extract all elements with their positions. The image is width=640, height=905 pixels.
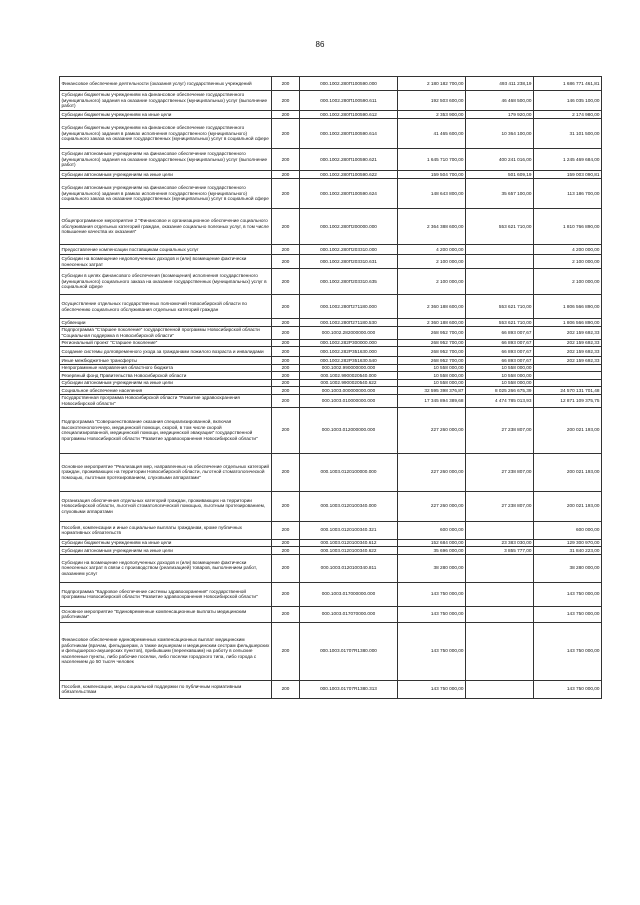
row-executed-cell: 553 621 710,00 (466, 295, 534, 319)
row-name-cell: Субсидии на возмещение недополученных доходов и (или) возмещение фактически понесенных затрат в связи с производством (реализацией) товаров, выполнением работ, оказанием услуг (60, 554, 272, 582)
row-executed-cell: 553 621 710,00 (466, 209, 534, 245)
row-remaining-cell: 129 300 970,00 (534, 539, 602, 547)
row-code-cell: 200 (272, 111, 300, 119)
row-kbk-cell: 000.1002.280П271180.530 (300, 319, 398, 327)
row-kbk-cell: 000.1003.017070000.000 (300, 606, 398, 622)
row-kbk-cell: 000.1003.0120100340.000 (300, 491, 398, 521)
row-approved-cell: 268 952 700,00 (398, 357, 466, 365)
table-row (60, 295, 602, 319)
row-code-cell: 200 (272, 372, 300, 380)
row-approved-cell: 143 750 000,00 (398, 622, 466, 680)
row-remaining-cell: 2 174 980,00 (534, 111, 602, 119)
row-approved-cell: 4 200 000,00 (398, 245, 466, 255)
row-code-cell: 200 (272, 295, 300, 319)
row-executed-cell: 179 920,00 (466, 111, 534, 119)
row-approved-cell: 17 345 894 389,68 (398, 394, 466, 407)
table-row (60, 119, 602, 149)
row-kbk-cell: 000.1002.280П100590.624 (300, 179, 398, 209)
row-remaining-cell: 200 021 193,00 (534, 407, 602, 453)
row-executed-cell: 46 468 500,00 (466, 91, 534, 111)
row-executed-cell: 10 558 000,00 (466, 379, 534, 387)
table-row (60, 491, 602, 521)
row-executed-cell: 66 893 007,67 (466, 357, 534, 365)
table-row (60, 387, 602, 395)
row-remaining-cell (534, 379, 602, 387)
row-executed-cell: 66 893 007,67 (466, 347, 534, 357)
row-name-cell: Субсидии бюджетным учреждениям на финансовое обеспечение государственного (муниципального) задания на оказание государственных (муниципальных) услуг (выполнение работ) (60, 91, 272, 111)
row-approved-cell: 227 260 000,00 (398, 453, 466, 491)
row-approved-cell: 10 558 000,00 (398, 372, 466, 380)
row-code-cell: 200 (272, 680, 300, 698)
row-executed-cell: 27 238 807,00 (466, 407, 534, 453)
row-remaining-cell: 31 101 500,00 (534, 119, 602, 149)
row-remaining-cell: 24 570 131 701,48 (534, 387, 602, 395)
row-name-cell: Финансовое обеспечение деятельности (оказания услуг) государственных учреждений (60, 77, 272, 91)
row-remaining-cell: 146 035 100,00 (534, 91, 602, 111)
row-code-cell: 200 (272, 255, 300, 269)
row-approved-cell: 268 952 700,00 (398, 347, 466, 357)
row-approved-cell: 148 643 800,00 (398, 179, 466, 209)
row-kbk-cell: 000.1002.280П200000.000 (300, 209, 398, 245)
row-executed-cell (466, 622, 534, 680)
table-row (60, 179, 602, 209)
table-row (60, 680, 602, 698)
row-executed-cell (466, 582, 534, 606)
row-approved-cell: 38 280 000,00 (398, 554, 466, 582)
row-approved-cell: 2 100 000,00 (398, 269, 466, 295)
row-kbk-cell: 000.1002.280П271180.000 (300, 295, 398, 319)
row-remaining-cell (534, 364, 602, 372)
row-remaining-cell: 38 280 000,00 (534, 554, 602, 582)
table-row (60, 379, 602, 387)
row-name-cell: Субсидии автономным учреждениям на иные цели (60, 171, 272, 179)
row-code-cell: 200 (272, 521, 300, 539)
row-approved-cell: 268 952 700,00 (398, 339, 466, 347)
row-approved-cell: 2 360 188 600,00 (398, 319, 466, 327)
row-name-cell: Подпрограмма "Кадровое обеспечение системы здравоохранения" государственной программы Новосибирской области "Развитие здравоохранения Новосибирской области" (60, 582, 272, 606)
row-kbk-cell: 000.1002.990000000.000 (300, 364, 398, 372)
row-executed-cell: 4 474 785 013,93 (466, 394, 534, 407)
row-remaining-cell: 1 245 469 684,00 (534, 149, 602, 171)
row-name-cell: Субсидии бюджетным учреждениям на иные цели (60, 539, 272, 547)
row-remaining-cell: 600 000,00 (534, 521, 602, 539)
row-name-cell: Социальное обеспечение населения (60, 387, 272, 395)
row-approved-cell: 227 260 000,00 (398, 491, 466, 521)
row-executed-cell: 501 609,19 (466, 171, 534, 179)
row-approved-cell: 227 260 000,00 (398, 407, 466, 453)
row-remaining-cell: 200 021 193,00 (534, 491, 602, 521)
row-executed-cell (466, 269, 534, 295)
row-remaining-cell: 143 750 000,00 (534, 622, 602, 680)
table-row (60, 453, 602, 491)
row-name-cell: Финансовое обеспечение единовременных компенсационных выплат медицинским работникам (врачам, фельдшерам, а также акушеркам и медицинским сестрам фельдшерских и фельдшерско-акушерских пунктов), прибывшим (переехавшим) на работу в сельские населенные пункты, либо рабочие поселки, либо поселки городского типа, либо города с населением до 50 тысяч человек (60, 622, 272, 680)
row-remaining-cell: 31 840 223,00 (534, 547, 602, 555)
table-row (60, 364, 602, 372)
table-row (60, 521, 602, 539)
row-code-cell: 200 (272, 547, 300, 555)
row-executed-cell: 27 238 807,00 (466, 453, 534, 491)
row-kbk-cell: 000.1002.280П100590.611 (300, 91, 398, 111)
row-name-cell: Общепрограммное мероприятие 2 "Финансовое и организационное обеспечение социального обслуживания отдельных категорий граждан, оказание социально полезных услуг, в том числе повышение качества их оказания" (60, 209, 272, 245)
row-remaining-cell: 12 871 109 375,75 (534, 394, 602, 407)
row-code-cell: 200 (272, 149, 300, 171)
row-name-cell: Подпрограмма "Старшее поколение" государственной программы Новосибирской области "Социальная поддержка в Новосибирской области" (60, 326, 272, 339)
row-approved-cell: 32 595 398 376,87 (398, 387, 466, 395)
table-row (60, 606, 602, 622)
row-code-cell: 200 (272, 622, 300, 680)
row-executed-cell (466, 606, 534, 622)
row-remaining-cell: 143 750 000,00 (534, 680, 602, 698)
row-name-cell: Организация обеспечения отдельных категорий граждан, проживающих на территории Новосибирской области, льготной стоматологической помощью, льготным протезированием, слуховыми аппаратами (60, 491, 272, 521)
row-code-cell: 200 (272, 326, 300, 339)
row-code-cell: 200 (272, 209, 300, 245)
row-kbk-cell: 000.1003.0120100340.811 (300, 554, 398, 582)
row-code-cell: 200 (272, 364, 300, 372)
row-approved-cell: 1 645 710 700,00 (398, 149, 466, 171)
row-code-cell: 200 (272, 339, 300, 347)
row-remaining-cell: 113 186 700,00 (534, 179, 602, 209)
row-name-cell: Субсидии автономным учреждениям на иные цели (60, 379, 272, 387)
row-name-cell: Субсидии в целях финансового обеспечения (возмещения) исполнения государственного (муниципального) социального заказа на оказание государственных (муниципальных) услуг в социальной сфере (60, 269, 272, 295)
row-code-cell: 200 (272, 387, 300, 395)
row-executed-cell: 10 558 000,00 (466, 372, 534, 380)
row-code-cell: 200 (272, 171, 300, 179)
row-kbk-cell: 000.1002.9900020540.000 (300, 372, 398, 380)
row-remaining-cell: 4 200 000,00 (534, 245, 602, 255)
table-row (60, 91, 602, 111)
row-name-cell: Субсидии бюджетным учреждениям на иные цели (60, 111, 272, 119)
row-remaining-cell: 2 100 000,00 (534, 255, 602, 269)
row-code-cell: 200 (272, 491, 300, 521)
row-executed-cell (466, 255, 534, 269)
row-name-cell: Основное мероприятие "Реализация мер, направленных на обеспечение отдельных категорий граждан, проживающих на территории Новосибирской области, льготной стоматологической помощью, льготным протезированием, слуховыми аппаратами" (60, 453, 272, 491)
row-kbk-cell: 000.1002.280П100590.621 (300, 149, 398, 171)
table-row (60, 554, 602, 582)
row-name-cell: Региональный проект "Старшее поколение" (60, 339, 272, 347)
row-approved-cell: 192 503 600,00 (398, 91, 466, 111)
row-kbk-cell: 000.1003.0120100340.622 (300, 547, 398, 555)
row-kbk-cell: 000.1003.017000000.000 (300, 582, 398, 606)
row-approved-cell: 2 364 388 600,00 (398, 209, 466, 245)
row-kbk-cell: 000.1002.280П100590.612 (300, 111, 398, 119)
row-code-cell: 200 (272, 453, 300, 491)
row-kbk-cell: 000.1003.01707R1380.313 (300, 680, 398, 698)
row-approved-cell: 10 558 000,00 (398, 379, 466, 387)
table-row (60, 582, 602, 606)
row-name-cell: Субвенции (60, 319, 272, 327)
row-name-cell: Субсидии автономным учреждениям на иные цели (60, 547, 272, 555)
row-approved-cell: 2 360 188 600,00 (398, 295, 466, 319)
row-approved-cell: 10 558 000,00 (398, 364, 466, 372)
table-row (60, 149, 602, 171)
row-executed-cell: 8 025 266 675,39 (466, 387, 534, 395)
row-code-cell: 200 (272, 554, 300, 582)
table-row (60, 622, 602, 680)
row-remaining-cell: 202 159 692,33 (534, 357, 602, 365)
row-name-cell: Пособия, компенсации и иные социальные выплаты гражданам, кроме публичных нормативных обязательств (60, 521, 272, 539)
row-kbk-cell: 000.1003.0120100000.000 (300, 453, 398, 491)
table-row (60, 339, 602, 347)
row-approved-cell: 143 750 000,00 (398, 680, 466, 698)
row-executed-cell: 35 657 100,00 (466, 179, 534, 209)
table-row (60, 245, 602, 255)
row-kbk-cell: 000.1002.282000000.000 (300, 326, 398, 339)
row-kbk-cell: 000.1002.282P300000.000 (300, 339, 398, 347)
row-name-cell: Субсидии автономным учреждениям на финансовое обеспечение государственного (муниципального) задания на оказание государственных (муниципальных) услуг (выполнение работ) (60, 149, 272, 171)
row-executed-cell: 27 238 807,00 (466, 491, 534, 521)
row-approved-cell: 35 696 000,00 (398, 547, 466, 555)
row-remaining-cell: 1 810 766 890,00 (534, 209, 602, 245)
row-executed-cell: 10 558 000,00 (466, 364, 534, 372)
row-approved-cell: 143 750 000,00 (398, 606, 466, 622)
row-remaining-cell (534, 372, 602, 380)
row-remaining-cell: 1 686 771 461,81 (534, 77, 602, 91)
row-executed-cell: 66 893 007,67 (466, 326, 534, 339)
row-kbk-cell: 000.1002.280П100590.614 (300, 119, 398, 149)
row-executed-cell (466, 245, 534, 255)
row-kbk-cell: 000.1002.280П100590.000 (300, 77, 398, 91)
row-name-cell: Осуществление отдельных государственных полномочий Новосибирской области по обеспечению социального обслуживания отдельных категорий граждан (60, 295, 272, 319)
row-kbk-cell: 000.1003.01707R1380.000 (300, 622, 398, 680)
row-approved-cell: 159 504 700,00 (398, 171, 466, 179)
row-approved-cell: 600 000,00 (398, 521, 466, 539)
row-kbk-cell: 000.1002.280П100590.622 (300, 171, 398, 179)
row-approved-cell: 2 100 000,00 (398, 255, 466, 269)
table-row (60, 269, 602, 295)
row-code-cell: 200 (272, 179, 300, 209)
row-remaining-cell: 2 100 000,00 (534, 269, 602, 295)
row-code-cell: 200 (272, 119, 300, 149)
row-kbk-cell: 000.1003.010000000.000 (300, 394, 398, 407)
row-executed-cell (466, 680, 534, 698)
row-kbk-cell: 000.1002.280П203310.000 (300, 245, 398, 255)
row-executed-cell: 10 364 100,00 (466, 119, 534, 149)
row-name-cell: Подпрограмма "Совершенствование оказания специализированной, включая высокотехнологичную, медицинской помощи, скорой, в том числе скорой специализированной, медицинской помощи, медицинской эвакуации" государственной программы Новосибирской области "Развитие здравоохранения Новосибирской области" (60, 407, 272, 453)
row-code-cell: 200 (272, 245, 300, 255)
row-kbk-cell: 000.1002.9900020540.622 (300, 379, 398, 387)
table-row (60, 326, 602, 339)
row-remaining-cell: 202 159 692,33 (534, 347, 602, 357)
row-executed-cell: 493 411 238,19 (466, 77, 534, 91)
table-row (60, 319, 602, 327)
row-kbk-cell: 000.1003.0120100340.321 (300, 521, 398, 539)
table-row (60, 539, 602, 547)
row-name-cell: Создание системы долговременного ухода за гражданами пожилого возраста и инвалидами (60, 347, 272, 357)
row-executed-cell: 23 383 030,00 (466, 539, 534, 547)
row-name-cell: Субсидии бюджетным учреждениям на финансовое обеспечение государственного (муниципального) задания в рамках исполнения государственного (муниципального) социального заказа на оказание государственных (муниципальных) услуг в социальной сфере (60, 119, 272, 149)
row-approved-cell: 2 180 182 700,00 (398, 77, 466, 91)
table-row (60, 347, 602, 357)
table-row (60, 171, 602, 179)
row-remaining-cell: 1 806 566 890,00 (534, 295, 602, 319)
row-code-cell: 200 (272, 347, 300, 357)
row-approved-cell: 143 750 000,00 (398, 582, 466, 606)
row-code-cell: 200 (272, 77, 300, 91)
row-kbk-cell: 000.1003.012000000.000 (300, 407, 398, 453)
row-executed-cell (466, 521, 534, 539)
row-name-cell: Резервный фонд Правительства Новосибирской области (60, 372, 272, 380)
row-name-cell: Субсидии на возмещение недополученных доходов и (или) возмещение фактически понесенных затрат (60, 255, 272, 269)
row-executed-cell (466, 554, 534, 582)
table-row (60, 111, 602, 119)
table-row (60, 407, 602, 453)
row-remaining-cell: 202 159 692,33 (534, 339, 602, 347)
row-approved-cell: 152 684 000,00 (398, 539, 466, 547)
row-name-cell: Предоставление компенсации поставщикам социальных услуг (60, 245, 272, 255)
row-code-cell: 200 (272, 357, 300, 365)
row-remaining-cell: 200 021 193,00 (534, 453, 602, 491)
row-remaining-cell: 159 003 090,81 (534, 171, 602, 179)
row-approved-cell: 268 952 700,00 (398, 326, 466, 339)
budget-execution-table (59, 76, 602, 699)
row-code-cell: 200 (272, 379, 300, 387)
table-row (60, 394, 602, 407)
row-name-cell: Субсидии автономным учреждениям на финансовое обеспечение государственного (муниципального) задания в рамках исполнения государственного (муниципального) социального заказа на оказание государственных (муниципальных) услуг в социальной сфере (60, 179, 272, 209)
row-kbk-cell: 000.1003.000000000.000 (300, 387, 398, 395)
row-code-cell: 200 (272, 269, 300, 295)
row-code-cell: 200 (272, 319, 300, 327)
row-code-cell: 200 (272, 407, 300, 453)
row-remaining-cell: 143 750 000,00 (534, 606, 602, 622)
row-code-cell: 200 (272, 91, 300, 111)
row-name-cell: Иные межбюджетные трансферты (60, 357, 272, 365)
page-number: 86 (315, 40, 325, 49)
row-name-cell: Основное мероприятие "Единовременные компенсационные выплаты медицинским работникам" (60, 606, 272, 622)
row-remaining-cell: 143 750 000,00 (534, 582, 602, 606)
row-code-cell: 200 (272, 606, 300, 622)
table-row (60, 77, 602, 91)
row-executed-cell: 553 621 710,00 (466, 319, 534, 327)
row-name-cell: Пособия, компенсации, меры социальной поддержки по публичным нормативным обязательствам (60, 680, 272, 698)
row-code-cell: 200 (272, 394, 300, 407)
row-kbk-cell: 000.1003.0120100340.612 (300, 539, 398, 547)
row-remaining-cell: 1 806 566 890,00 (534, 319, 602, 327)
table-row (60, 209, 602, 245)
row-executed-cell: 3 855 777,00 (466, 547, 534, 555)
row-code-cell: 200 (272, 539, 300, 547)
row-kbk-cell: 000.1002.282P351630.540 (300, 357, 398, 365)
table-row (60, 357, 602, 365)
row-executed-cell: 66 893 007,67 (466, 339, 534, 347)
row-kbk-cell: 000.1002.280П203310.635 (300, 269, 398, 295)
table-row (60, 547, 602, 555)
row-kbk-cell: 000.1002.282P351630.000 (300, 347, 398, 357)
row-name-cell: Государственная программа Новосибирской области "Развитие здравоохранения Новосибирской области" (60, 394, 272, 407)
row-executed-cell: 400 241 016,00 (466, 149, 534, 171)
row-approved-cell: 2 353 900,00 (398, 111, 466, 119)
table-row (60, 255, 602, 269)
row-remaining-cell: 202 159 692,33 (534, 326, 602, 339)
row-name-cell: Непрограммные направления областного бюджета (60, 364, 272, 372)
table-row (60, 372, 602, 380)
row-code-cell: 200 (272, 582, 300, 606)
row-kbk-cell: 000.1002.280П203310.631 (300, 255, 398, 269)
row-approved-cell: 41 465 600,00 (398, 119, 466, 149)
